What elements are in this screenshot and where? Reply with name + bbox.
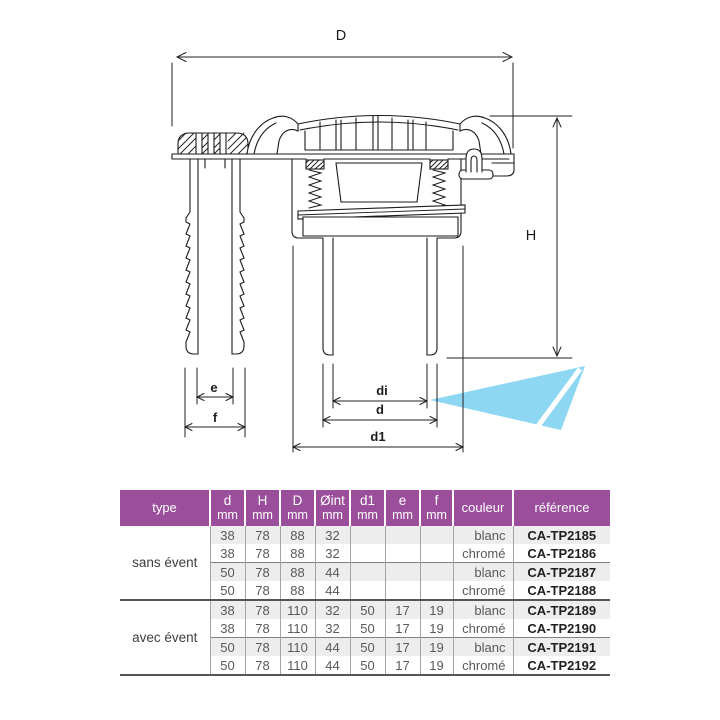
- cell-type: avec évent: [120, 600, 210, 675]
- cell-type: sans évent: [120, 526, 210, 600]
- cell-oint: 32: [315, 526, 350, 544]
- cell-couleur: blanc: [453, 563, 513, 582]
- cell-d1: 50: [350, 600, 385, 619]
- cell-f: [420, 581, 453, 600]
- highlight-arrow: [430, 366, 585, 437]
- dim-label-d: d: [376, 402, 384, 417]
- cell-H: 78: [245, 544, 280, 563]
- cell-reference: CA-TP2190: [513, 619, 610, 638]
- cell-H: 78: [245, 600, 280, 619]
- vent-tube-drawing: [186, 159, 244, 354]
- cell-oint: 44: [315, 656, 350, 675]
- cell-d1: 50: [350, 656, 385, 675]
- dim-label-d1: d1: [370, 429, 386, 444]
- cell-couleur: blanc: [453, 526, 513, 544]
- spec-table: [120, 490, 610, 676]
- cell-H: 78: [245, 656, 280, 675]
- cell-f: 19: [420, 600, 453, 619]
- table-row: [120, 526, 610, 544]
- cell-D: 88: [280, 563, 315, 582]
- cell-e: [385, 563, 420, 582]
- dim-label-H: H: [525, 228, 537, 244]
- cell-H: 78: [245, 638, 280, 657]
- cell-f: 19: [420, 619, 453, 638]
- cell-couleur: chromé: [453, 581, 513, 600]
- cell-f: 19: [420, 656, 453, 675]
- cell-f: [420, 526, 453, 544]
- cell-oint: 32: [315, 600, 350, 619]
- table-row: [120, 600, 610, 619]
- vent-cap-drawing: [178, 133, 248, 168]
- col-f: f mm: [420, 490, 453, 526]
- cell-couleur: chromé: [453, 619, 513, 638]
- table-header-row: [120, 490, 610, 526]
- cell-oint: 32: [315, 619, 350, 638]
- body-drawing: [292, 159, 465, 238]
- cell-d1: 50: [350, 638, 385, 657]
- cell-d: 50: [210, 656, 245, 675]
- cell-couleur: chromé: [453, 544, 513, 563]
- cell-couleur: chromé: [453, 656, 513, 675]
- dim-label-di: di: [376, 383, 388, 398]
- cell-d: 50: [210, 581, 245, 600]
- cell-oint: 44: [315, 638, 350, 657]
- cell-oint: 44: [315, 581, 350, 600]
- cell-d: 38: [210, 544, 245, 563]
- cell-d: 38: [210, 619, 245, 638]
- spring-left: [309, 170, 321, 208]
- cell-H: 78: [245, 581, 280, 600]
- spring-right: [433, 170, 445, 208]
- col-oint: Øint mm: [315, 490, 350, 526]
- cell-oint: 44: [315, 563, 350, 582]
- cell-D: 110: [280, 600, 315, 619]
- col-D: D mm: [280, 490, 315, 526]
- cell-D: 110: [280, 656, 315, 675]
- cell-e: 17: [385, 600, 420, 619]
- cell-e: [385, 544, 420, 563]
- cell-D: 88: [280, 544, 315, 563]
- cell-d: 50: [210, 563, 245, 582]
- cell-d1: [350, 526, 385, 544]
- cell-d1: [350, 563, 385, 582]
- cell-f: 19: [420, 638, 453, 657]
- cell-reference: CA-TP2192: [513, 656, 610, 675]
- cell-D: 88: [280, 581, 315, 600]
- cell-e: [385, 526, 420, 544]
- cell-d: 38: [210, 600, 245, 619]
- cell-e: [385, 581, 420, 600]
- cell-D: 110: [280, 638, 315, 657]
- cell-reference: CA-TP2191: [513, 638, 610, 657]
- cell-reference: CA-TP2185: [513, 526, 610, 544]
- dim-label-f: f: [212, 410, 218, 425]
- cell-D: 110: [280, 619, 315, 638]
- col-d1: d1 mm: [350, 490, 385, 526]
- col-type: type: [120, 490, 210, 526]
- col-d: d mm: [210, 490, 245, 526]
- col-H: H mm: [245, 490, 280, 526]
- cell-couleur: blanc: [453, 638, 513, 657]
- cell-d1: 50: [350, 619, 385, 638]
- cap-drawing: [247, 116, 511, 155]
- cell-reference: CA-TP2189: [513, 600, 610, 619]
- dim-label-e: e: [210, 380, 218, 395]
- dim-label-D: D: [335, 28, 347, 44]
- col-reference: référence: [513, 490, 610, 526]
- cell-reference: CA-TP2188: [513, 581, 610, 600]
- cell-f: [420, 563, 453, 582]
- cell-f: [420, 544, 453, 563]
- cell-d: 50: [210, 638, 245, 657]
- cell-reference: CA-TP2187: [513, 563, 610, 582]
- cell-D: 88: [280, 526, 315, 544]
- cell-oint: 32: [315, 544, 350, 563]
- cell-e: 17: [385, 619, 420, 638]
- cell-H: 78: [245, 526, 280, 544]
- main-tube-drawing: [323, 238, 437, 355]
- col-e: e mm: [385, 490, 420, 526]
- cell-couleur: blanc: [453, 600, 513, 619]
- cell-d1: [350, 544, 385, 563]
- cell-d1: [350, 581, 385, 600]
- cell-d: 38: [210, 526, 245, 544]
- cell-e: 17: [385, 656, 420, 675]
- cell-e: 17: [385, 638, 420, 657]
- cell-H: 78: [245, 619, 280, 638]
- col-couleur: couleur: [453, 490, 513, 526]
- cell-H: 78: [245, 563, 280, 582]
- cell-reference: CA-TP2186: [513, 544, 610, 563]
- dimension-f: [185, 368, 245, 437]
